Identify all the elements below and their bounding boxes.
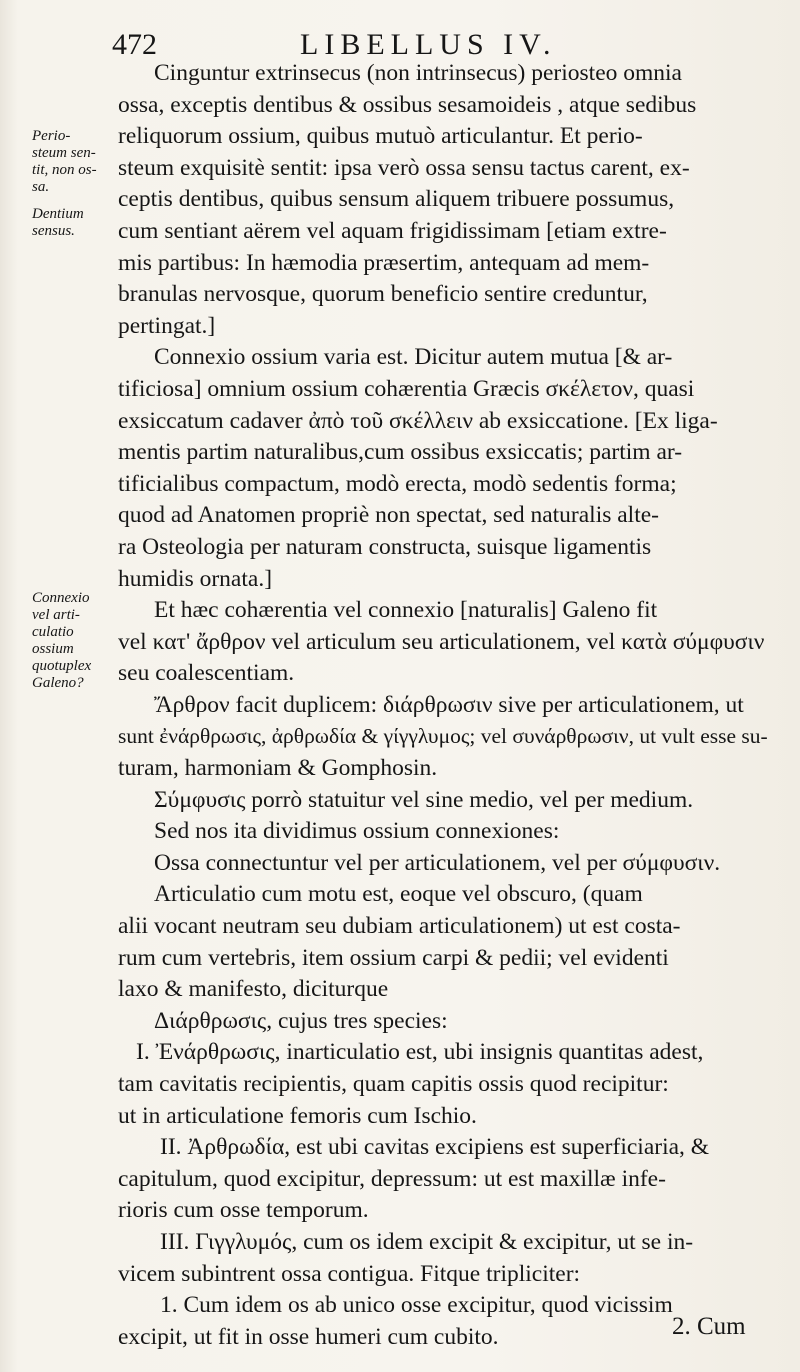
- text-line: steum exquisitè sentit: ipsa verò ossa sensu tactus carent, ex-: [118, 154, 690, 181]
- text-line: 1. Cum idem os ab unico osse excipitur, quod vicissim: [160, 1292, 673, 1319]
- text-line: seu coalescentiam.: [118, 660, 295, 687]
- text-line: tificialibus compactum, modò erecta, modò sedentis forma;: [118, 470, 677, 497]
- text-line: mis partibus: In hæmodia præsertim, antequam ad mem-: [118, 249, 650, 276]
- text-line: I. Ἐνάρθρωσις, inarticulatio est, ubi insignis quantitas adest,: [136, 1039, 704, 1066]
- text-line: Ossa connectuntur vel per articulationem, vel per σύμφυσιν.: [154, 849, 721, 876]
- margin-line: Galeno?: [32, 675, 84, 691]
- text-line: tam cavitatis recipientis, quam capitis ossis quod recipitur:: [118, 1071, 669, 1097]
- margin-line: culatio: [32, 624, 74, 640]
- catchword: 2. Cum: [672, 1313, 746, 1340]
- page-number: 472: [112, 28, 157, 61]
- text-line: Σύμφυσις porrò statuitur vel sine medio, vel per medium.: [154, 786, 694, 813]
- margin-line: Perio-: [32, 128, 71, 144]
- margin-line: steum sen-: [32, 145, 96, 161]
- text-line: vicem subintrent ossa contigua. Fitque tripliciter:: [118, 1260, 581, 1287]
- text-line: pertingat.]: [118, 312, 216, 339]
- text-line: vel κατ' ἄρθρον vel articulum seu articulationem, vel κατὰ σύμφυσιν: [118, 628, 765, 655]
- text-line: capitulum, quod excipitur, depressum: ut est maxillæ infe-: [118, 1165, 666, 1192]
- margin-line: sensus.: [32, 223, 75, 239]
- text-line: ra Osteologia per naturam constructa, suisque ligamentis: [118, 533, 652, 560]
- margin-line: ossium: [32, 641, 74, 657]
- text-line: rioris cum osse temporum.: [118, 1197, 369, 1224]
- text-line: exsiccatum cadaver ἀπὸ τοῦ σκέλλειν ab exsiccatione. [Ex liga-: [118, 407, 718, 434]
- text-line: sunt ἐνάρθρωσις, ἀρθρωδία & γίγγλυμος; vel συνάρθρωσιν, ut vult esse su-: [118, 724, 768, 749]
- text-line: rum cum vertebris, item ossium carpi & pedii; vel evidenti: [118, 944, 669, 971]
- text-line: Ἄρθρον facit duplicem: διάρθρωσιν sive per articulationem, ut: [154, 691, 744, 718]
- margin-line: tit, non os-: [32, 162, 97, 178]
- margin-note-periosteum: [32, 128, 124, 196]
- text-line: Cinguntur extrinsecus (non intrinsecus) periosteo omnia: [154, 60, 682, 86]
- margin-line: vel arti-: [32, 607, 80, 623]
- text-line: tificiosa] omnium ossium cohærentia Græcis σκέλετον, quasi: [118, 375, 695, 402]
- text-line: Connexio ossium varia est. Dicitur autem mutua [& ar-: [154, 344, 673, 371]
- margin-line: quotuplex: [32, 658, 92, 674]
- text-line: branulas nervosque, quorum beneficio sentire creduntur,: [118, 281, 648, 308]
- text-line: ceptis dentibus, quibus sensum aliquem tribuere possumus,: [118, 186, 675, 213]
- running-title: LIBELLUS IV.: [300, 28, 557, 61]
- text-line: III. Γιγγλυμός, cum os idem excipit & excipitur, ut se in-: [160, 1228, 694, 1255]
- text-line: Articulatio cum motu est, eoque vel obscuro, (quam: [154, 881, 643, 908]
- text-line: mentis partim naturalibus,cum ossibus exsiccatis; partim ar-: [118, 439, 683, 466]
- text-line: Διάρθρωσις, cujus tres species:: [154, 1007, 448, 1034]
- text-line: laxo & manifesto, diciturque: [118, 976, 389, 1003]
- margin-note-connexio: [32, 590, 124, 692]
- main-text: [118, 58, 768, 1353]
- margin-note-dentium: [32, 206, 124, 240]
- margin-line: sa.: [32, 179, 50, 195]
- text-line: II. Ἀρθρωδία, est ubi cavitas excipiens est superficiaria, &: [160, 1134, 710, 1161]
- text-line: turam, harmoniam & Gomphosin.: [118, 755, 438, 782]
- text-line: quod ad Anatomen propriè non spectat, sed naturalis alte-: [118, 502, 659, 529]
- text-line: Sed nos ita dividimus ossium connexiones:: [154, 818, 560, 845]
- text-line: alii vocant neutram seu dubiam articulationem) ut est costa-: [118, 913, 681, 940]
- margin-line: Connexio: [32, 590, 90, 606]
- text-line: Et hæc cohærentia vel connexio [naturalis] Galeno fit: [154, 597, 658, 624]
- margin-line: Dentium: [32, 206, 84, 222]
- text-line: cum sentiant aërem vel aquam frigidissimam [etiam extre-: [118, 217, 667, 244]
- text-line: humidis ornata.]: [118, 565, 273, 592]
- text-line: reliquorum ossium, quibus mutuò articulantur. Et perio-: [118, 123, 643, 150]
- text-line: excipit, ut fit in osse humeri cum cubito.: [118, 1323, 499, 1350]
- text-line: ossa, exceptis dentibus & ossibus sesamoideis , atque sedibus: [118, 91, 697, 118]
- text-line: ut in articulatione femoris cum Ischio.: [118, 1102, 477, 1129]
